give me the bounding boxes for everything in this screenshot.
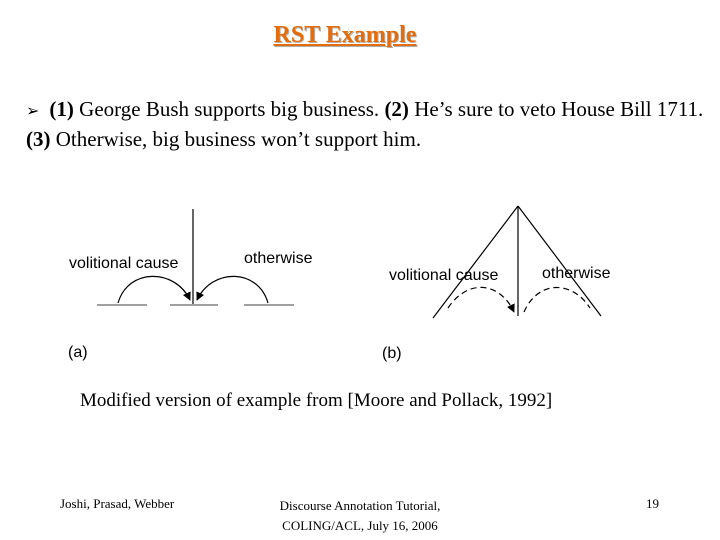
footer-authors: Joshi, Prasad, Webber xyxy=(60,496,175,511)
diagram-b-right-edge xyxy=(518,206,601,316)
diagram-b-left-label: volitional cause xyxy=(389,267,499,284)
footer-event xyxy=(240,496,480,536)
footer-event-line-1: Discourse Annotation Tutorial, xyxy=(279,498,441,513)
example-bullet xyxy=(26,95,706,154)
diagram-b-cause-arc xyxy=(448,287,514,312)
rst-diagrams xyxy=(0,195,720,375)
clause-number-1: (1) xyxy=(49,97,74,121)
diagram-a-otherwise-arc xyxy=(197,276,268,303)
page-number: 19 xyxy=(646,496,659,511)
figure-caption: Modified version of example from [Moore and Pollack, 1992] xyxy=(80,390,553,411)
diagram-b-panel-label: (b) xyxy=(382,345,402,362)
arrow-bullet-icon: ➢ xyxy=(26,101,40,120)
footer-event-line-2: COLING/ACL, July 16, 2006 xyxy=(282,518,438,533)
clause-text-2: He’s sure to veto House Bill 1711. xyxy=(408,97,704,121)
diagram-a xyxy=(68,209,313,361)
diagram-a-panel-label: (a) xyxy=(68,344,88,361)
diagram-b-otherwise-arc xyxy=(524,287,590,312)
clause-text-3: Otherwise, big business won’t support him. xyxy=(50,127,422,151)
slide-title: RST Example xyxy=(273,22,417,48)
diagram-a-left-label: volitional cause xyxy=(69,255,179,272)
diagram-b xyxy=(382,206,611,362)
diagram-a-cause-arc xyxy=(118,276,190,303)
clause-number-3: (3) xyxy=(26,127,51,151)
clause-text-1: George Bush supports big business. xyxy=(73,97,385,121)
diagram-a-right-label: otherwise xyxy=(244,250,313,267)
diagram-b-right-label: otherwise xyxy=(542,265,611,282)
clause-number-2: (2) xyxy=(384,97,409,121)
diagram-b-left-edge xyxy=(433,206,518,318)
